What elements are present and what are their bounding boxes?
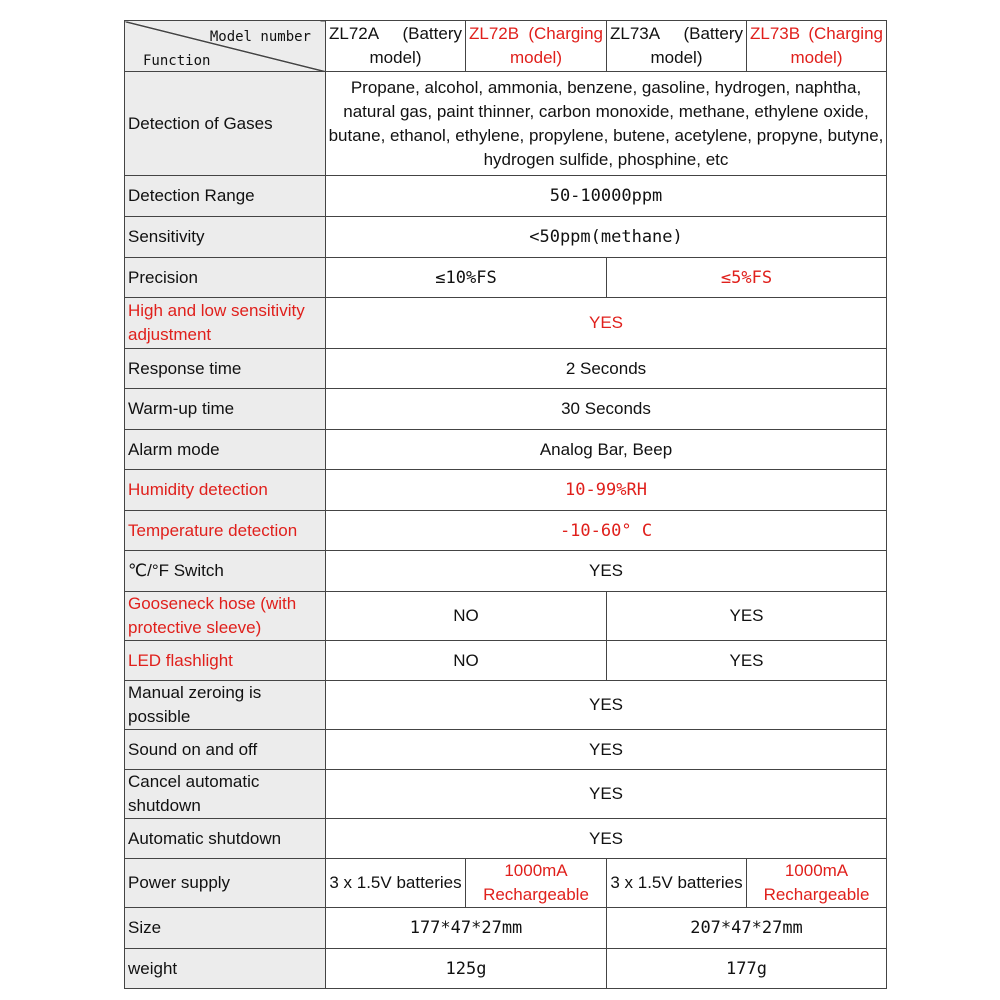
row-cancel-shutdown: [125, 770, 887, 819]
row-sensitivity: [125, 217, 887, 258]
row-label: LED flashlight: [125, 641, 326, 681]
row-label: Response time: [125, 349, 326, 389]
model-number-label: Model number: [209, 29, 311, 45]
model-kind-suffix: model): [790, 48, 843, 67]
row-value: Analog Bar, Beep: [326, 430, 887, 470]
row-value-a: 177*47*27mm: [326, 908, 607, 949]
row-label: Temperature detection: [125, 511, 326, 551]
row-weight: [125, 949, 887, 989]
model-zl72b: [466, 21, 607, 72]
model-kind: (Battery: [683, 24, 743, 43]
row-value-a: ≤10%FS: [326, 258, 607, 298]
model-kind-suffix: model): [369, 48, 422, 67]
row-label: Manual zeroing is possible: [125, 681, 326, 730]
row-value-a: NO: [326, 641, 607, 681]
row-value: YES: [326, 681, 887, 730]
function-label: Function: [143, 53, 211, 69]
row-label: Cancel automatic shutdown: [125, 770, 326, 819]
row-label: Warm-up time: [125, 389, 326, 430]
row-label: Sensitivity: [125, 217, 326, 258]
row-hilo: [125, 298, 887, 349]
row-value: YES: [326, 298, 887, 349]
row-humidity: [125, 470, 887, 511]
model-kind-suffix: model): [510, 48, 562, 67]
row-gases: [125, 72, 887, 176]
row-value: YES: [326, 730, 887, 770]
row-alarm: [125, 430, 887, 470]
power-type: Rechargeable: [483, 885, 589, 904]
row-value-b: 177g: [607, 949, 887, 989]
row-warmup: [125, 389, 887, 430]
power-zl72b: [466, 859, 607, 908]
model-code: ZL72A: [329, 24, 380, 43]
header-row: [125, 21, 887, 72]
power-zl73a: 3 x 1.5V batteries: [607, 859, 747, 908]
spec-table: [124, 20, 887, 989]
row-label: Sound on and off: [125, 730, 326, 770]
row-label: weight: [125, 949, 326, 989]
header-corner: [125, 21, 326, 72]
row-gooseneck: [125, 592, 887, 641]
row-value: 10-99%RH: [326, 470, 887, 511]
row-label: Humidity detection: [125, 470, 326, 511]
row-label: ℃/°F Switch: [125, 551, 326, 592]
model-code: ZL73B: [750, 24, 801, 43]
row-sound: [125, 730, 887, 770]
model-code: ZL73A: [610, 24, 661, 43]
model-zl73b: [747, 21, 887, 72]
row-value: 30 Seconds: [326, 389, 887, 430]
model-kind-suffix: model): [650, 48, 703, 67]
row-value-b: ≤5%FS: [607, 258, 887, 298]
model-kind: (Battery: [402, 24, 462, 43]
power-zl73b: [747, 859, 887, 908]
row-temperature: [125, 511, 887, 551]
row-label: Size: [125, 908, 326, 949]
row-response: [125, 349, 887, 389]
row-value: 2 Seconds: [326, 349, 887, 389]
row-label: Detection Range: [125, 176, 326, 217]
row-value: <50ppm(methane): [326, 217, 887, 258]
model-zl73a: [607, 21, 747, 72]
row-label: Detection of Gases: [125, 72, 326, 176]
power-type: Rechargeable: [763, 885, 870, 904]
row-value-a: NO: [326, 592, 607, 641]
model-kind: (Charging: [808, 24, 883, 43]
row-label: High and low sensitivity adjustment: [125, 298, 326, 349]
row-power: [125, 859, 887, 908]
power-zl72a: 3 x 1.5V batteries: [326, 859, 466, 908]
row-range: [125, 176, 887, 217]
row-cf-switch: [125, 551, 887, 592]
row-value: YES: [326, 551, 887, 592]
row-label: Precision: [125, 258, 326, 298]
model-code: ZL72B: [469, 24, 520, 43]
row-value: Propane, alcohol, ammonia, benzene, gasoline, hydrogen, naphtha, natural gas, paint thinner, carbon monoxide, methane, ethylene oxide, butane, ethanol, ethylene, propylene, butene, acetylene, propyne, butyne, hydrogen sulfide, phosphine, etc: [326, 72, 887, 176]
row-value-b: 207*47*27mm: [607, 908, 887, 949]
model-zl72a: [326, 21, 466, 72]
model-kind: (Charging: [528, 24, 603, 43]
row-led: [125, 641, 887, 681]
row-value: -10-60° C: [326, 511, 887, 551]
row-value-b: YES: [607, 641, 887, 681]
row-label: Alarm mode: [125, 430, 326, 470]
row-value-a: 125g: [326, 949, 607, 989]
row-precision: [125, 258, 887, 298]
power-capacity: 1000mA: [784, 861, 849, 880]
row-value: YES: [326, 819, 887, 859]
row-size: [125, 908, 887, 949]
row-label: Automatic shutdown: [125, 819, 326, 859]
power-capacity: 1000mA: [504, 861, 568, 880]
row-label: Gooseneck hose (with protective sleeve): [125, 592, 326, 641]
row-auto-shutdown: [125, 819, 887, 859]
row-zeroing: [125, 681, 887, 730]
row-value: 50-10000ppm: [326, 176, 887, 217]
row-value: YES: [326, 770, 887, 819]
row-value-b: YES: [607, 592, 887, 641]
row-label: Power supply: [125, 859, 326, 908]
